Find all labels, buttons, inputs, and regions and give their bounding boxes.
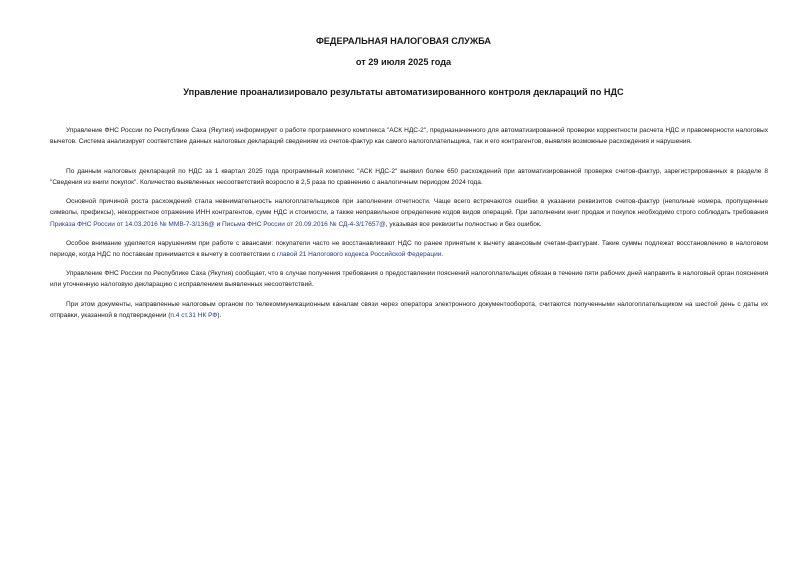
order-fns-link[interactable]: Приказа ФНС России от 14.03.2016 № ММВ-7-3/136@ [50, 220, 215, 228]
paragraph-requirements: Управление ФНС России по Республике Саха (Якутия) сообщает, что в случае получения требования о предоставлении пояснений налогоплательщик обязан в течение пяти рабочих дней направить в налоговый орган пояснения или уточненную налоговую декларацию с исправлением выявленных несоответствий. [50, 270, 768, 289]
paragraph-text: Особое внимание уделяется нарушениям при работе с авансами: покупатели часто не восстанавливают НДС по ранее принятым к вычету авансовым счетам-фактурам. Такие суммы подлежат восстановлению в налоговом периоде, когда НДС по поставкам принимается к вычету в соответствии с [50, 240, 768, 259]
paragraph-text: Основной причиной роста расхождений стала невнимательность налогоплательщиков при заполнении отчетности. Чаще всего встречаются ошибки в указании реквизитов счетов-фактур (неполные номера, пропущенные символы, префиксы), некорректное отражение ИНН контрагентов, сумм НДС и стоимости, а также неправильное определение кодов видов операций. При заполнении книг продаж и покупок необходимо строго соблюдать требования [50, 198, 768, 217]
paragraph-text: При этом документы, направленные налоговым органом по телекоммуникационным каналам связи через оператора электронного документооборота, считаются полученными налогоплательщиком на шестой день с даты их отправки, указанной в подтверждении ( [50, 301, 768, 320]
paragraph-text: и [214, 220, 223, 228]
paragraph-statistics: По данным налоговых деклараций по НДС за 1 квартал 2025 года программный комплекс "АСК НДС-2" выявил более 650 расхождений при автоматизированной проверке счетов-фактур, зарегистрированных в разделе 8 "Сведения из книги покупок". Количество выявленных несоответствий возросло в 2,5 раза по сравнению с аналогичным периодом 2024 года. [50, 168, 768, 187]
document-date: от 29 июля 2025 года [355, 57, 452, 67]
paragraph-intro: Управление ФНС России по Республике Саха (Якутия) информирует о работе программного комплекса "АСК НДС-2", предназначенного для автоматизированной проверки корректности расчета НДС и правомерности налоговых вычетов. Система анализирует соответствие данных налоговых деклараций сведениям из счетов-фактур как самого налогоплательщика, так и его контрагентов, выявляя возможные расхождения и нарушения. [50, 127, 768, 146]
tax-code-chapter-link[interactable]: главой 21 Налогового кодекса Российской Федерации [276, 251, 442, 259]
document-title: Управление проанализировало результаты автоматизированного контроля деклараций по НДС [183, 87, 624, 97]
paragraph-text: ). [217, 312, 222, 320]
paragraph-advances [50, 238, 768, 261]
paragraph-documents [50, 299, 768, 322]
tax-code-article-link[interactable]: п.4 ст.31 НК РФ [170, 312, 218, 320]
letter-fns-link[interactable]: Письма ФНС России от 20.09.2016 № СД-4-3/17657@ [222, 220, 386, 228]
organization-name: ФЕДЕРАЛЬНАЯ НАЛОГОВАЯ СЛУЖБА [315, 36, 492, 46]
paragraph-text: , указывая все реквизиты полностью и без ошибок. [385, 220, 542, 228]
paragraph-causes [50, 196, 768, 230]
paragraph-text: . [441, 251, 444, 259]
